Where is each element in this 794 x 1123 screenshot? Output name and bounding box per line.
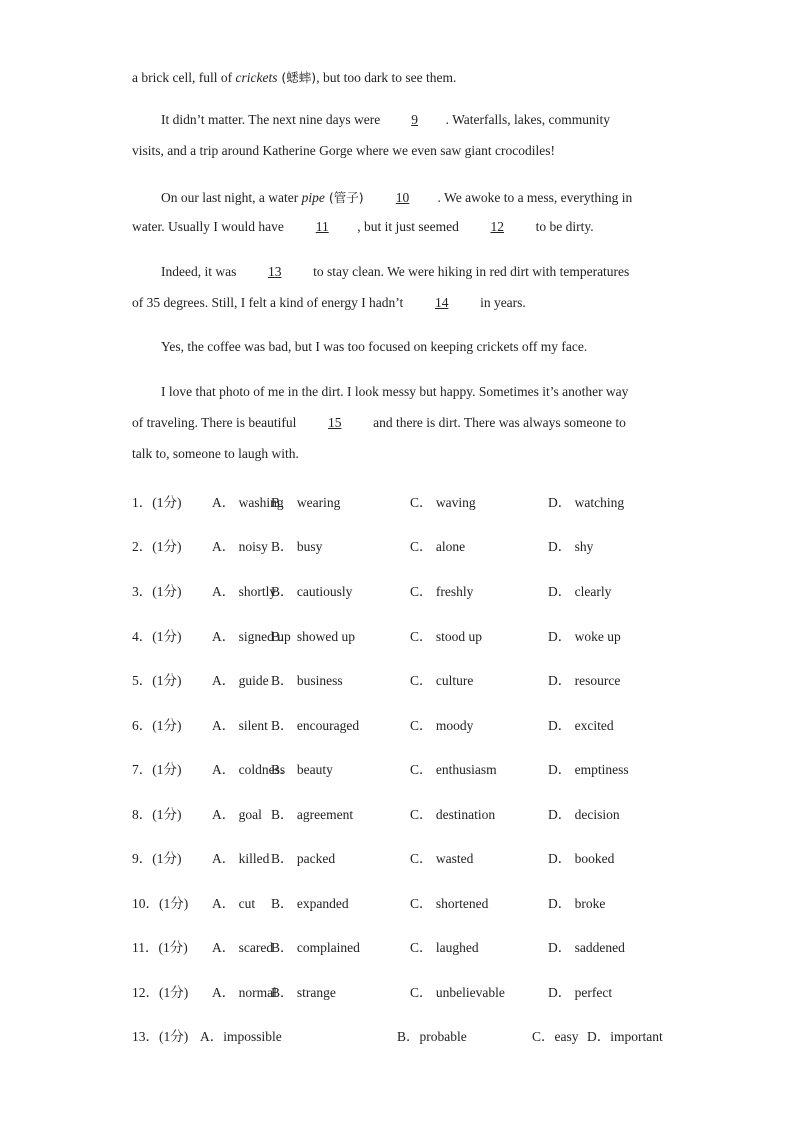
text: talk to, someone to laugh with. xyxy=(132,446,299,461)
option-b[interactable]: B． packed xyxy=(271,851,336,866)
blank-9: 9 xyxy=(411,112,418,127)
question-number: 12．(1分) xyxy=(132,985,189,1000)
blank-15: 15 xyxy=(327,415,342,430)
question-number: 11．(1分) xyxy=(132,940,188,955)
question-row xyxy=(132,580,692,598)
option-b[interactable]: B． cautiously xyxy=(271,584,353,599)
question-number: 3．(1分) xyxy=(132,584,182,599)
option-d[interactable]: D． booked xyxy=(548,851,615,866)
question-row xyxy=(132,803,692,821)
option-b[interactable]: B． expanded xyxy=(271,896,349,911)
question-number: 10．(1分) xyxy=(132,896,189,911)
question-number: 7．(1分) xyxy=(132,762,182,777)
text: visits, and a trip around Katherine Gorge where we even saw giant crocodiles! xyxy=(132,143,555,158)
option-a[interactable]: A． silent xyxy=(212,718,268,733)
option-d[interactable]: D． perfect xyxy=(548,985,613,1000)
blank-13: 13 xyxy=(267,264,282,279)
text: . We awoke to a mess, everything in xyxy=(437,190,633,205)
option-c[interactable]: C． unbelievable xyxy=(410,985,505,1000)
question-row xyxy=(132,892,692,910)
question-number: 9．(1分) xyxy=(132,851,182,866)
text: It didn’t matter. The next nine days were xyxy=(161,112,384,127)
option-a[interactable]: A． scared xyxy=(212,940,274,955)
text: and there is dirt. There was always someone to xyxy=(369,415,626,430)
text: a brick cell, full of xyxy=(132,70,236,85)
option-d[interactable]: D． woke up xyxy=(548,629,621,644)
text: I love that photo of me in the dirt. I look messy but happy. Sometimes it’s another way xyxy=(161,384,629,399)
option-a[interactable]: A． noisy xyxy=(212,539,268,554)
text: of 35 degrees. Still, I felt a kind of energy I hadn’t xyxy=(132,295,407,310)
option-b[interactable]: B． business xyxy=(271,673,343,688)
option-d[interactable]: D． shy xyxy=(548,539,594,554)
question-row xyxy=(132,625,692,643)
blank-14: 14 xyxy=(434,295,449,310)
option-a[interactable]: A． guide xyxy=(212,673,269,688)
text: of traveling. There is beautiful xyxy=(132,415,300,430)
option-c[interactable]: C． laughed xyxy=(410,940,479,955)
option-b[interactable]: B． busy xyxy=(271,539,323,554)
option-d[interactable]: D．important xyxy=(587,1029,663,1044)
passage-line-2 xyxy=(161,112,610,128)
passage-line-11 xyxy=(132,446,299,462)
text: , but it just seemed xyxy=(357,219,463,234)
option-d[interactable]: D． broke xyxy=(548,896,606,911)
option-a[interactable]: A． goal xyxy=(212,807,262,822)
blank-10: 10 xyxy=(395,190,410,205)
option-b[interactable]: B． wearing xyxy=(271,495,341,510)
question-number: 5．(1分) xyxy=(132,673,182,688)
option-c[interactable]: C． moody xyxy=(410,718,474,733)
option-a[interactable]: A． killed xyxy=(212,851,270,866)
question-number: 4．(1分) xyxy=(132,629,182,644)
question-row xyxy=(132,714,692,732)
option-c[interactable]: C． enthusiasm xyxy=(410,762,497,777)
italic-word: pipe xyxy=(301,190,325,205)
option-d[interactable]: D． decision xyxy=(548,807,620,822)
passage-line-9 xyxy=(161,384,628,400)
passage-line-3 xyxy=(132,143,555,159)
option-d[interactable]: D． watching xyxy=(548,495,625,510)
option-b[interactable]: B． encouraged xyxy=(271,718,360,733)
passage-line-4 xyxy=(161,188,632,206)
text: . Waterfalls, lakes, community xyxy=(445,112,610,127)
option-b[interactable]: B． beauty xyxy=(271,762,333,777)
chinese-gloss: (管子) xyxy=(324,190,368,205)
italic-word: crickets xyxy=(235,70,278,85)
option-b[interactable]: B． agreement xyxy=(271,807,354,822)
option-a[interactable]: A． coldness xyxy=(212,762,286,777)
text: , but too dark to see them. xyxy=(316,70,457,85)
option-b[interactable]: B． strange xyxy=(271,985,336,1000)
question-row xyxy=(132,758,692,776)
passage-line-7 xyxy=(132,295,526,311)
option-a[interactable]: A． washing xyxy=(212,495,284,510)
text: On our last night, a water xyxy=(161,190,302,205)
text: to stay clean. We were hiking in red dirt with temperatures xyxy=(309,264,630,279)
question-row xyxy=(132,936,692,954)
option-c[interactable]: C． freshly xyxy=(410,584,474,599)
option-b[interactable]: B． showed up xyxy=(271,629,355,644)
question-number: 8．(1分) xyxy=(132,807,182,822)
text: water. Usually I would have xyxy=(132,219,288,234)
question-row xyxy=(132,981,692,999)
question-row xyxy=(132,535,692,553)
blank-11: 11 xyxy=(315,219,329,234)
question-number: 1．(1分) xyxy=(132,495,182,510)
text: to be dirty. xyxy=(532,219,594,234)
text: Indeed, it was xyxy=(161,264,240,279)
question-number: 6．(1分) xyxy=(132,718,182,733)
passage-line-5 xyxy=(132,219,594,235)
passage-line-6 xyxy=(161,264,629,280)
option-c[interactable]: C． waving xyxy=(410,495,476,510)
option-a[interactable]: A． signed up xyxy=(212,629,291,644)
question-number: 2．(1分) xyxy=(132,539,182,554)
option-a[interactable]: A． shortly xyxy=(212,584,277,599)
option-c[interactable]: C． wasted xyxy=(410,851,474,866)
option-a[interactable]: A． cut xyxy=(212,896,256,911)
option-a[interactable]: A．impossible xyxy=(200,1029,282,1044)
option-b[interactable]: B． complained xyxy=(271,940,360,955)
option-c[interactable]: C． stood up xyxy=(410,629,483,644)
option-d[interactable]: D． emptiness xyxy=(548,762,629,777)
text: in years. xyxy=(476,295,526,310)
question-row xyxy=(132,491,692,509)
chinese-gloss: (蟋蟀) xyxy=(277,70,317,85)
option-c[interactable]: C． shortened xyxy=(410,896,489,911)
option-b[interactable]: B．probable xyxy=(397,1029,467,1044)
option-d[interactable]: D． resource xyxy=(548,673,621,688)
option-a[interactable]: A． normal xyxy=(212,985,277,1000)
passage-line-8 xyxy=(161,339,587,355)
option-d[interactable]: D． clearly xyxy=(548,584,612,599)
option-c[interactable]: C．easy xyxy=(532,1029,579,1044)
question-row xyxy=(132,847,692,865)
option-d[interactable]: D． excited xyxy=(548,718,614,733)
blank-12: 12 xyxy=(490,219,504,234)
text: Yes, the coffee was bad, but I was too focused on keeping crickets off my face. xyxy=(161,339,588,354)
question-row xyxy=(132,1025,692,1043)
passage-line-10 xyxy=(132,415,626,431)
option-d[interactable]: D． saddened xyxy=(548,940,625,955)
passage-line-1 xyxy=(132,68,456,86)
question-number: 13．(1分) xyxy=(132,1029,189,1044)
option-c[interactable]: C． destination xyxy=(410,807,496,822)
question-row xyxy=(132,669,692,687)
option-c[interactable]: C． culture xyxy=(410,673,474,688)
option-c[interactable]: C． alone xyxy=(410,539,466,554)
